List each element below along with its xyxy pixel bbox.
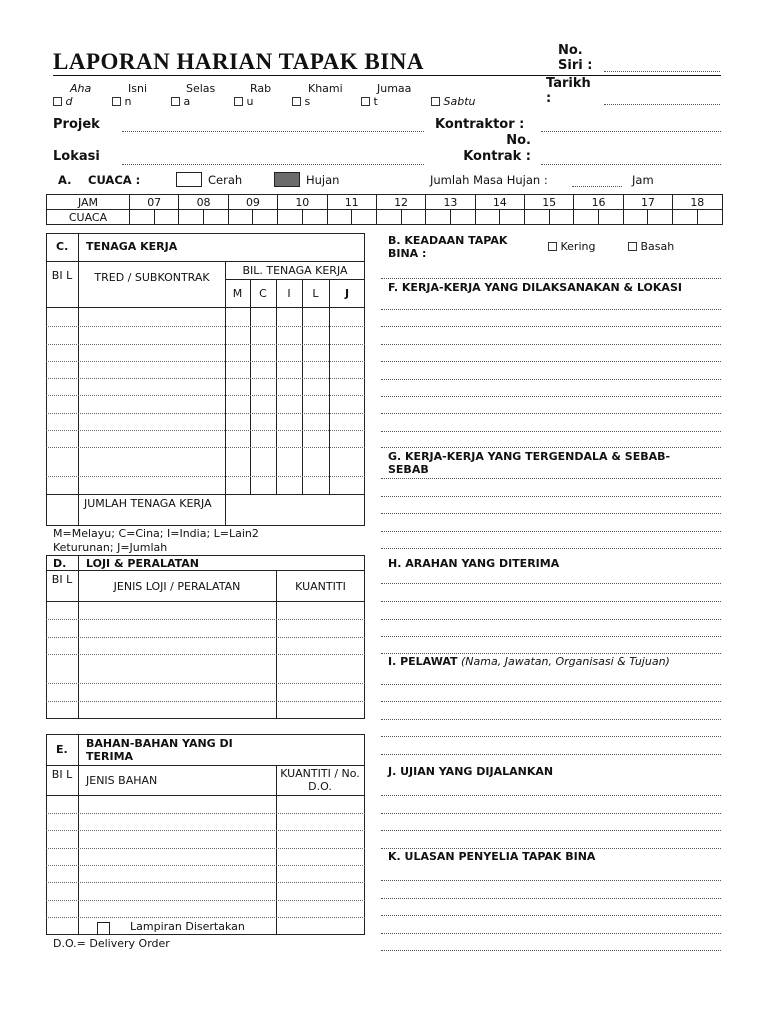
hour-07: 07 <box>130 195 179 210</box>
hour-08: 08 <box>179 195 228 210</box>
basah-option[interactable]: Basah <box>628 240 674 253</box>
cuaca-row-label: CUACA <box>47 210 130 225</box>
hour-18: 18 <box>673 195 722 210</box>
d-col-jenis: JENIS LOJI / PERALATAN <box>113 580 241 593</box>
day-khamis[interactable]: s <box>292 95 310 108</box>
checkbox-icon[interactable] <box>53 97 62 106</box>
hour-16: 16 <box>574 195 623 210</box>
hour-12: 12 <box>376 195 425 210</box>
e-col-jenis: JENIS BAHAN <box>86 774 158 787</box>
section-b-title: B. KEADAAN TAPAK BINA : <box>388 234 508 260</box>
kering-option[interactable]: Kering <box>548 240 595 253</box>
section-d-title: LOJI & PERALATAN <box>86 557 200 570</box>
c-col-bil: BI L <box>51 269 73 282</box>
kontraktor-label: Kontraktor : <box>435 117 525 132</box>
lampiran-checkbox[interactable] <box>97 922 110 935</box>
section-i-title: I. PELAWAT (Nama, Jawatan, Organisasi & Tujuan) <box>388 655 670 668</box>
cuaca-table <box>46 194 723 225</box>
tarikh-label: Tarikh : <box>546 76 591 106</box>
section-c-title: TENAGA KERJA <box>86 240 178 253</box>
checkbox-icon[interactable] <box>292 97 301 106</box>
jam-row-label: JAM <box>47 195 130 210</box>
header-rule <box>53 75 721 76</box>
projek-field[interactable] <box>122 131 424 132</box>
legend-line-2: Keturunan; J=Jumlah <box>53 541 168 554</box>
section-e-title: BAHAN-BAHAN YANG DI TERIMA <box>86 737 233 763</box>
day-isnin[interactable]: n <box>112 95 131 108</box>
hour-17: 17 <box>623 195 672 210</box>
hour-10: 10 <box>278 195 327 210</box>
c-col-bil-tenaga: BIL. TENAGA KERJA <box>242 264 348 277</box>
e-col-kuantiti: KUANTITI / No. D.O. <box>280 767 360 793</box>
checkbox-icon[interactable] <box>234 97 243 106</box>
cerah-box[interactable] <box>176 172 202 187</box>
hujan-box[interactable] <box>274 172 300 187</box>
jumlah-masa-hujan-label: Jumlah Masa Hujan : <box>430 173 548 187</box>
do-footnote: D.O.= Delivery Order <box>53 937 170 950</box>
no-siri-label: No. Siri : <box>558 43 593 73</box>
day-selasa[interactable]: a <box>171 95 190 108</box>
cerah-label: Cerah <box>208 173 243 187</box>
jumlah-masa-hujan-field[interactable] <box>572 186 622 187</box>
hour-15: 15 <box>525 195 574 210</box>
section-c-letter: C. <box>56 240 69 253</box>
e-col-bil: BI L <box>51 768 73 781</box>
checkbox-icon[interactable] <box>431 97 440 106</box>
projek-label: Projek <box>53 117 100 132</box>
c-col-m: M <box>232 287 243 300</box>
day-ahad[interactable]: d <box>53 95 72 108</box>
section-f-title: F. KERJA-KERJA YANG DILAKSANAKAN & LOKASI <box>388 281 682 294</box>
hour-11: 11 <box>327 195 376 210</box>
c-col-j: J <box>344 287 350 300</box>
cuaca-label: CUACA : <box>88 173 141 187</box>
section-a-letter: A. <box>58 173 72 187</box>
lokasi-field[interactable] <box>122 164 424 165</box>
lampiran-label: Lampiran Disertakan <box>130 920 245 933</box>
c-col-c: C <box>259 287 267 300</box>
no-kontrak-field[interactable] <box>541 164 721 165</box>
form-title: LAPORAN HARIAN TAPAK BINA <box>53 49 424 74</box>
section-k-title: K. ULASAN PENYELIA TAPAK BINA <box>388 850 596 863</box>
day-sabtu[interactable]: Sabtu <box>431 95 476 108</box>
section-d-letter: D. <box>53 557 67 570</box>
tarikh-field[interactable] <box>604 104 720 105</box>
section-j-title: J. UJIAN YANG DIJALANKAN <box>388 765 554 778</box>
checkbox-icon[interactable] <box>112 97 121 106</box>
legend-line-1: M=Melayu; C=Cina; I=India; L=Lain2 <box>53 527 259 540</box>
c-col-tred: TRED / SUBKONTRAK <box>94 271 210 284</box>
no-siri-field[interactable] <box>604 71 720 72</box>
hour-13: 13 <box>426 195 475 210</box>
day-selector: Aha d Isni n Selas a Rab u Khami s Jumaa t Sabtu <box>53 82 493 110</box>
no-kontrak-label: No. Kontrak : <box>463 133 531 164</box>
hour-09: 09 <box>228 195 277 210</box>
checkbox-icon[interactable] <box>548 242 557 251</box>
d-col-kuantiti: KUANTITI <box>295 580 346 593</box>
section-h-title: H. ARAHAN YANG DITERIMA <box>388 557 560 570</box>
jumlah-tenaga-kerja-label: JUMLAH TENAGA KERJA <box>84 497 212 510</box>
checkbox-icon[interactable] <box>171 97 180 106</box>
section-e-letter: E. <box>56 743 68 756</box>
day-rabu[interactable]: u <box>234 95 253 108</box>
section-g-title: G. KERJA-KERJA YANG TERGENDALA & SEBAB-SEBAB <box>388 450 671 476</box>
checkbox-icon[interactable] <box>361 97 370 106</box>
c-col-i: I <box>287 287 291 300</box>
hujan-label: Hujan <box>306 173 340 187</box>
kontraktor-field[interactable] <box>541 131 721 132</box>
lokasi-label: Lokasi <box>53 149 100 164</box>
d-col-bil: BI L <box>51 573 73 586</box>
hour-14: 14 <box>475 195 524 210</box>
jam-unit: Jam <box>632 173 654 187</box>
checkbox-icon[interactable] <box>628 242 637 251</box>
day-jumaat[interactable]: t <box>361 95 378 108</box>
c-col-l: L <box>312 287 319 300</box>
